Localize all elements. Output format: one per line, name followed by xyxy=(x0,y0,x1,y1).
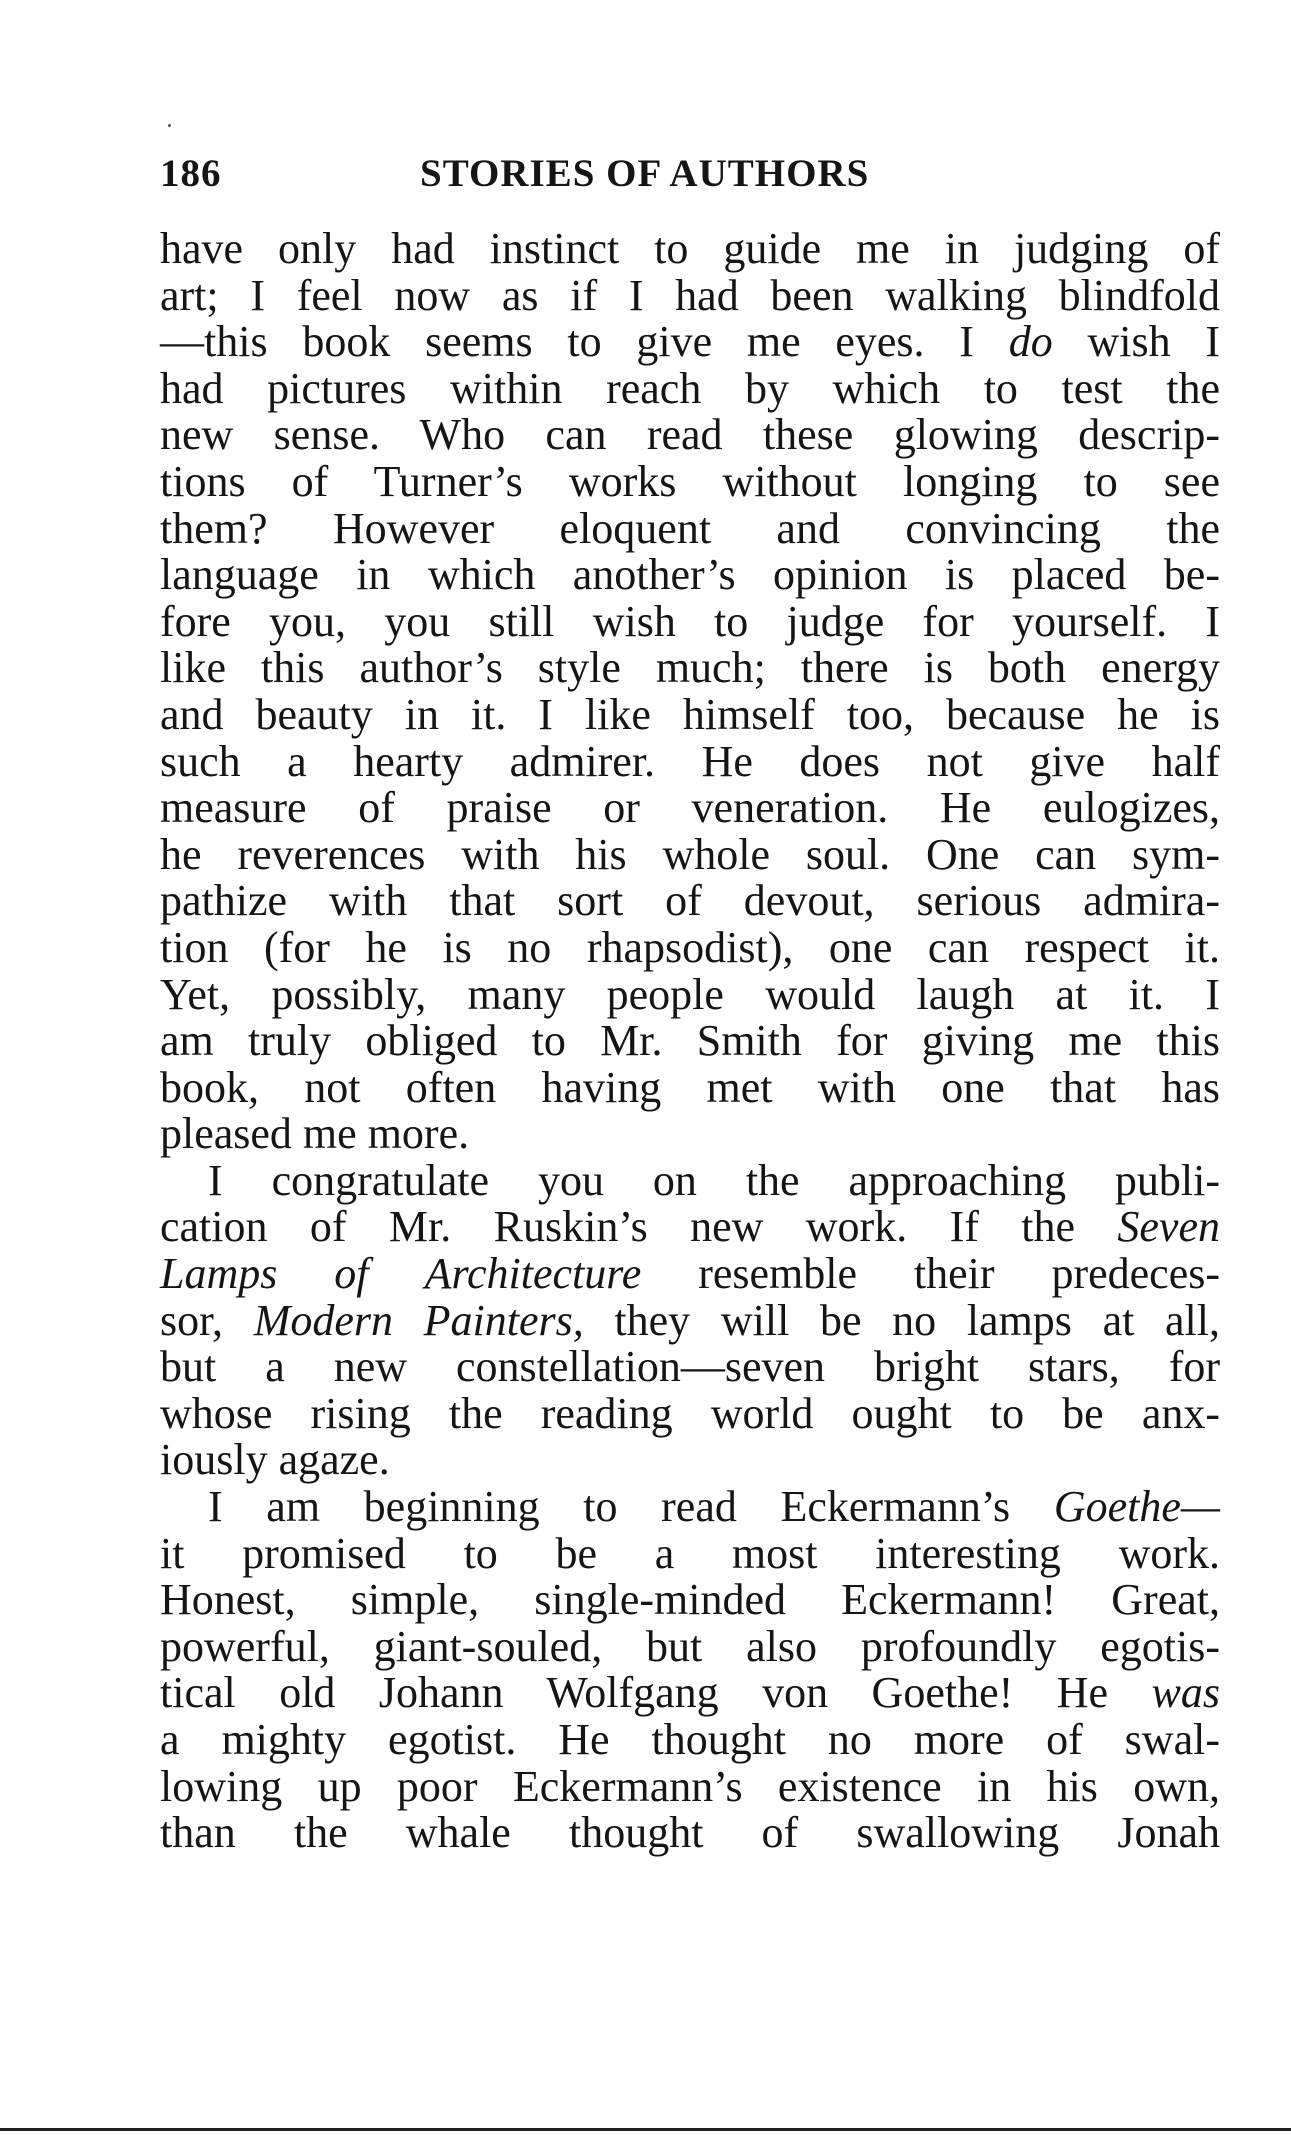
text-line xyxy=(160,922,1220,972)
text-segment: am truly obliged to Mr. Smith for giving me this xyxy=(160,1016,1220,1066)
running-title: STORIES OF AUTHORS xyxy=(420,152,870,195)
print-speck xyxy=(168,124,171,127)
text-segment: book, not often having met with one that has xyxy=(160,1062,1220,1112)
text-segment: such a hearty admirer. He does not give half xyxy=(160,736,1220,786)
text-segment: cation of Mr. Ruskin’s new work. If the xyxy=(160,1202,1118,1252)
text-segment: they will be no lamps at all, xyxy=(583,1295,1220,1345)
text-segment: I am beginning to read Eckermann’s xyxy=(208,1482,1054,1532)
text-segment: wish I xyxy=(1052,317,1221,367)
text-line xyxy=(160,689,1220,739)
italic-text: do xyxy=(1008,317,1053,367)
text-segment: art; I feel now as if I had been walking blindfold xyxy=(160,270,1220,320)
text-line xyxy=(160,1062,1220,1112)
text-line xyxy=(160,878,1220,925)
text-line xyxy=(160,1437,1220,1484)
italic-text: Modern Painters, xyxy=(253,1295,584,1345)
text-line xyxy=(160,363,1220,413)
text-segment: it promised to be a most interesting work. xyxy=(160,1528,1220,1578)
text-line xyxy=(160,503,1220,553)
text-line xyxy=(160,1717,1220,1764)
text-line xyxy=(160,1528,1220,1578)
text-line xyxy=(160,412,1220,459)
text-line xyxy=(160,1810,1220,1857)
text-line xyxy=(160,736,1220,786)
text-line xyxy=(160,1484,1220,1531)
text-segment: fore you, you still wish to judge for yourself. I xyxy=(160,596,1220,646)
text-line xyxy=(160,969,1220,1019)
text-segment: than the whale thought of swallowing Jonah xyxy=(160,1808,1220,1858)
page-number: 186 xyxy=(160,152,222,195)
italic-text: Lamps of Architecture xyxy=(160,1249,642,1299)
text-line xyxy=(160,1295,1220,1345)
text-segment: have only had instinct to guide me in judging of xyxy=(160,224,1220,273)
text-line xyxy=(160,270,1220,320)
text-segment: resemble their predeces- xyxy=(641,1249,1220,1299)
page-bottom-edge xyxy=(0,2128,1291,2131)
body-text xyxy=(160,226,1220,1857)
text-segment: he reverences with his whole soul. One can sym- xyxy=(160,829,1220,879)
text-line xyxy=(160,645,1220,692)
text-line xyxy=(160,785,1220,832)
text-segment: I congratulate you on the approaching publi- xyxy=(208,1155,1220,1205)
text-segment: tical old Johann Wolfgang von Goethe! He xyxy=(160,1668,1152,1718)
text-segment: Honest, simple, single-minded Eckermann! Great, xyxy=(160,1575,1220,1625)
text-line xyxy=(160,596,1220,646)
text-segment: and beauty in it. I like himself too, because he is xyxy=(160,689,1220,739)
italic-text: Seven xyxy=(1117,1202,1220,1252)
text-segment: powerful, giant-souled, but also profoundly egotis- xyxy=(160,1621,1220,1671)
text-segment: pathize with that sort of devout, serious admira- xyxy=(160,876,1220,926)
text-segment: but a new constellation—seven bright stars, for xyxy=(160,1342,1220,1392)
text-line xyxy=(160,1018,1220,1065)
text-line xyxy=(160,1388,1220,1438)
text-line xyxy=(160,1761,1220,1811)
text-segment: iously agaze. xyxy=(160,1435,390,1485)
text-line xyxy=(160,1670,1220,1717)
text-segment: a mighty egotist. He thought no more of swal- xyxy=(160,1715,1220,1764)
text-segment: lowing up poor Eckermann’s existence in his own, xyxy=(160,1761,1220,1811)
text-segment: tion (for he is no rhapsodist), one can respect it. xyxy=(160,922,1220,972)
text-segment: Yet, possibly, many people would laugh at it. I xyxy=(160,969,1220,1019)
text-line xyxy=(160,1155,1220,1205)
text-segment: —this book seems to give me eyes. I xyxy=(160,317,1009,367)
text-line xyxy=(160,456,1220,506)
text-segment: whose rising the reading world ought to be anx- xyxy=(160,1388,1220,1438)
text-line xyxy=(160,1344,1220,1391)
italic-text: was xyxy=(1151,1668,1220,1718)
text-line xyxy=(160,226,1220,273)
text-line xyxy=(160,1251,1220,1298)
text-line xyxy=(160,1577,1220,1624)
text-line xyxy=(160,1621,1220,1671)
text-segment: sor, xyxy=(160,1295,254,1345)
text-segment: measure of praise or veneration. He eulogizes, xyxy=(160,783,1220,833)
text-line xyxy=(160,319,1220,366)
text-segment: like this author’s style much; there is both energy xyxy=(160,643,1220,693)
text-segment: tions of Turner’s works without longing to see xyxy=(160,456,1220,506)
text-segment: had pictures within reach by which to test the xyxy=(160,363,1220,413)
running-header xyxy=(160,145,1220,197)
text-segment: them? However eloquent and convincing the xyxy=(160,503,1220,553)
text-line xyxy=(160,829,1220,879)
text-line xyxy=(160,1111,1220,1158)
text-segment: language in which another’s opinion is placed be- xyxy=(160,550,1220,600)
text-segment: new sense. Who can read these glowing descrip- xyxy=(160,410,1220,460)
text-line xyxy=(160,552,1220,599)
text-segment: pleased me more. xyxy=(160,1109,470,1159)
italic-text: Goethe— xyxy=(1053,1482,1220,1532)
text-line xyxy=(160,1204,1220,1251)
